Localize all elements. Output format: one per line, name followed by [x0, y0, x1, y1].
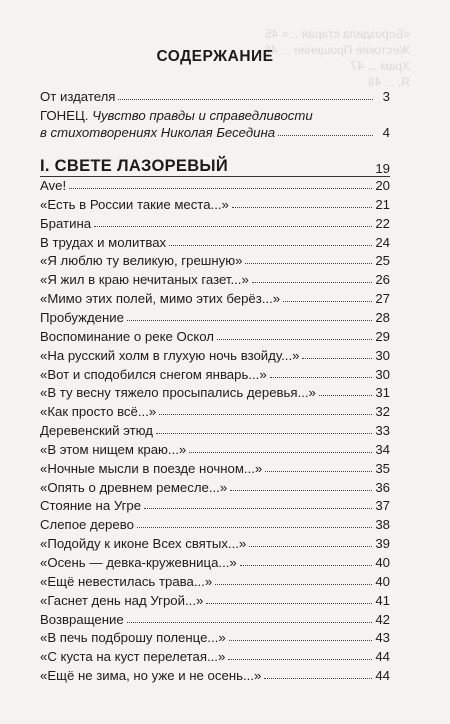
toc-entry-title: «Есть в России такие места...» — [40, 196, 229, 212]
bleed-through-text: «Бороздила старая ...» 45 Жестокие Прощение ... 46 Храм ... 47 Я, ... 48 — [263, 27, 410, 89]
toc-entry-page: 30 — [375, 366, 390, 382]
toc-entry-gonets[interactable] — [40, 107, 390, 125]
toc-entry-page: 26 — [375, 272, 390, 288]
toc-entry[interactable] — [40, 612, 390, 627]
dot-leader — [302, 358, 372, 359]
toc-entry-title: От издателя — [40, 89, 116, 104]
toc-entry-page: 40 — [375, 555, 390, 570]
dot-leader — [232, 207, 372, 208]
toc-entry[interactable] — [40, 178, 390, 193]
dot-leader — [215, 584, 372, 585]
toc-entry[interactable] — [40, 498, 390, 513]
dot-leader — [189, 452, 372, 453]
dot-leader — [264, 678, 372, 679]
toc-entry-page: 29 — [375, 328, 390, 344]
dot-leader — [245, 263, 372, 264]
toc-entry[interactable] — [40, 291, 390, 306]
toc-entry-title: Братина — [40, 215, 92, 231]
toc-entry-page: 41 — [375, 592, 390, 608]
toc-entry-title: Ave! — [40, 178, 67, 193]
toc-entry-page: 22 — [375, 215, 390, 231]
toc-entry-page: 44 — [375, 649, 390, 665]
toc-entry-title: «Гаснет день над Угрой...» — [40, 592, 204, 608]
dot-leader — [217, 339, 372, 340]
toc-entry-title: Воспоминание о реке Оскол — [40, 328, 214, 344]
toc-entry-title: Стояние на Угре — [40, 498, 142, 514]
toc-entry-page: 24 — [375, 234, 390, 250]
toc-entry[interactable] — [40, 668, 390, 683]
dot-leader — [169, 245, 372, 246]
toc-entry-title: «Опять о древнем ремесле...» — [40, 479, 228, 495]
dot-leader — [94, 226, 372, 227]
toc-entry-page: 37 — [375, 498, 390, 514]
toc-entry-title: Возвращение — [40, 611, 124, 627]
dot-leader — [249, 546, 372, 547]
toc-entry-page: 36 — [375, 479, 390, 495]
toc-section-heading[interactable] — [40, 154, 390, 177]
dot-leader — [240, 565, 373, 566]
dot-leader — [283, 301, 372, 302]
toc-entry-title: В трудах и молитвах — [40, 234, 167, 250]
dot-leader — [137, 527, 372, 528]
dot-leader — [118, 99, 373, 100]
toc-entry-title: «В ту весну тяжело просыпались деревья...» — [40, 385, 316, 401]
toc-entry-page: 3 — [382, 89, 390, 104]
toc-entry-title: Деревенский этюд — [40, 423, 153, 439]
toc-entry[interactable] — [40, 329, 390, 344]
toc-entry[interactable] — [40, 423, 390, 438]
dot-leader — [156, 433, 372, 434]
toc-entry[interactable] — [40, 574, 390, 589]
toc-entry[interactable] — [40, 216, 390, 231]
toc-entry[interactable] — [40, 235, 390, 250]
dot-leader — [127, 622, 373, 623]
toc-entry-title: «Вот и сподобился снегом январь...» — [40, 366, 267, 382]
dot-leader — [159, 414, 372, 415]
toc-entry-publisher[interactable] — [40, 89, 390, 104]
toc-entry-title: «Ночные мысли в поезде ночном...» — [40, 460, 263, 476]
toc-entry-title: Пробуждение — [40, 309, 124, 325]
toc-entry-title: «В печь подброшу поленце...» — [40, 630, 226, 646]
toc-entry-title: Слепое дерево — [40, 517, 134, 533]
toc-entry-page: 28 — [375, 309, 390, 325]
toc-entry[interactable] — [40, 367, 390, 382]
toc-entry[interactable] — [40, 253, 390, 268]
toc-entry-lead: ГОНЕЦ. — [40, 108, 89, 123]
toc-entry-page: 30 — [375, 347, 390, 363]
toc-entry-page: 34 — [375, 441, 390, 457]
toc-entry-page: 40 — [375, 573, 390, 589]
contents-heading: СОДЕРЖАНИЕ — [156, 48, 274, 65]
toc-entry[interactable] — [40, 480, 390, 495]
toc-entry-page: 32 — [375, 404, 390, 420]
toc-entry-page: 35 — [375, 460, 390, 476]
toc-entry-page: 25 — [375, 253, 390, 269]
toc-entry-page: 4 — [382, 125, 390, 140]
toc-entry[interactable] — [40, 593, 390, 608]
toc-entry-title: «Ещё не зима, но уже и не осень...» — [40, 668, 262, 684]
toc-entry[interactable] — [40, 197, 390, 212]
dot-leader — [230, 490, 372, 491]
toc-entry-page: 42 — [375, 611, 390, 627]
dot-leader — [228, 659, 372, 660]
toc-entry-title: «Я люблю ту великую, грешную» — [40, 253, 243, 269]
toc-entry[interactable] — [40, 630, 390, 645]
toc-entry-title: «Как просто всё...» — [40, 404, 157, 420]
toc-entry-page: 43 — [375, 630, 390, 646]
dot-leader — [144, 508, 372, 509]
section-page: 19 — [375, 161, 390, 176]
dot-leader — [229, 640, 373, 641]
toc-entry-page: 38 — [375, 517, 390, 533]
toc-entry-title: «Мимо этих полей, мимо этих берёз...» — [40, 291, 281, 307]
section-title: I. СВЕТЕ ЛАЗОРЕВЫЙ — [40, 157, 229, 175]
toc-entry-title: «С куста на куст перелетая...» — [40, 649, 226, 665]
toc-entry-page: 33 — [375, 423, 390, 439]
dot-leader — [265, 471, 372, 472]
dot-leader — [206, 603, 372, 604]
toc-entry-page: 31 — [375, 385, 390, 401]
toc-entry-subtitle-line2: в стихотворениях Николая Беседина — [40, 125, 276, 140]
toc-entry-title: «На русский холм в глухую ночь взойду...» — [40, 347, 300, 363]
toc-entry-title: «Осень — девка-кружевница...» — [40, 555, 237, 570]
toc-entry-subtitle: Чувство правды и справедливости — [92, 108, 313, 123]
toc-entry-page: 39 — [375, 536, 390, 552]
toc-entry[interactable] — [40, 649, 390, 664]
toc-entry-title: «Я жил в краю нечитаных газет...» — [40, 272, 249, 288]
toc-entry[interactable] — [40, 555, 390, 570]
toc-entry[interactable] — [40, 310, 390, 325]
dot-leader — [278, 135, 373, 136]
dot-leader — [69, 188, 372, 189]
toc-entry-title: «В этом нищем краю...» — [40, 441, 187, 457]
toc-entry-title: «Ещё невестилась трава...» — [40, 573, 213, 589]
toc-entry[interactable] — [40, 348, 390, 363]
toc-entry-title: «Подойду к иконе Всех святых...» — [40, 536, 247, 552]
dot-leader — [127, 320, 372, 321]
toc-entry-gonets-line2 — [40, 125, 390, 140]
dot-leader — [252, 282, 373, 283]
toc-entry-page: 44 — [375, 668, 390, 684]
toc-entry[interactable] — [40, 517, 390, 532]
dot-leader — [270, 377, 373, 378]
toc-entry[interactable] — [40, 461, 390, 476]
toc-entry-page: 21 — [375, 196, 390, 212]
toc-entry-page: 20 — [375, 178, 390, 193]
toc-entry[interactable] — [40, 442, 390, 457]
toc-entry[interactable] — [40, 536, 390, 551]
dot-leader — [319, 395, 372, 396]
toc-entry-page: 27 — [375, 291, 390, 307]
toc-entry[interactable] — [40, 404, 390, 419]
toc-entry[interactable] — [40, 385, 390, 400]
toc-entry[interactable] — [40, 272, 390, 287]
